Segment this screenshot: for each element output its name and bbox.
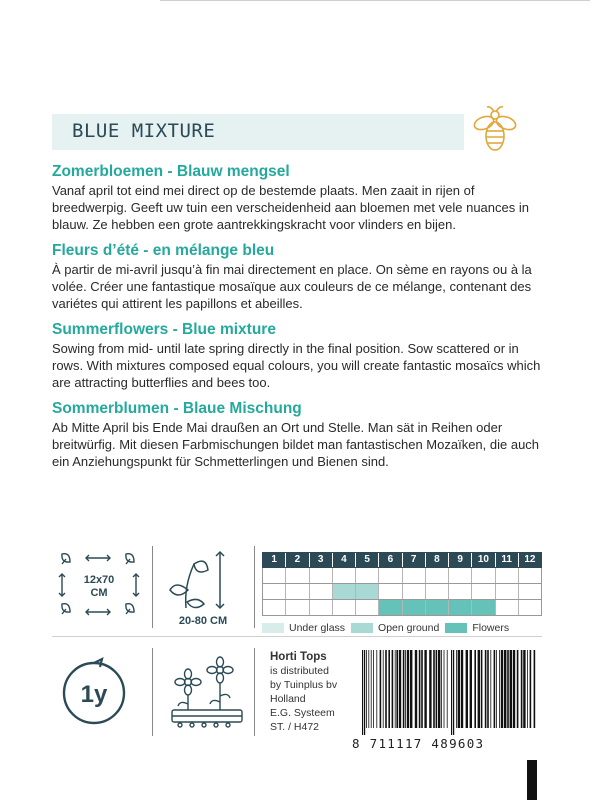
- legend-label: Under glass: [289, 622, 346, 634]
- barcode-bar: [458, 650, 460, 728]
- barcode-bar: [504, 650, 506, 728]
- barcode: [358, 650, 540, 735]
- barcode-bar: [494, 650, 496, 728]
- barcode-bar: [429, 650, 431, 728]
- bee-icon: [472, 104, 518, 156]
- barcode-bar: [424, 650, 426, 728]
- calendar-cell: [519, 568, 541, 583]
- calendar-month: 2: [286, 553, 309, 567]
- barcode-bar: [376, 650, 377, 728]
- calendar-cell: [472, 584, 495, 599]
- barcode-bar: [380, 650, 382, 728]
- barcode-bar: [444, 650, 445, 728]
- calendar-cell: [519, 584, 541, 599]
- calendar-row: [262, 568, 542, 584]
- calendar-cell: [519, 600, 541, 615]
- banner-title: BLUE MIXTURE: [72, 120, 216, 142]
- divider: [254, 648, 255, 736]
- barcode-bar: [451, 650, 452, 735]
- calendar-cell: [472, 600, 495, 615]
- section-english: [52, 320, 544, 391]
- barcode-bar: [534, 650, 536, 728]
- spacing-label-top: 12x70: [83, 574, 115, 586]
- barcode-bar: [366, 650, 367, 728]
- barcode-bar: [373, 650, 374, 728]
- flowers-in-tray-icon: [166, 654, 248, 734]
- edge-mark: [527, 760, 537, 800]
- calendar-months: [262, 552, 542, 568]
- barcode-bar: [407, 650, 409, 728]
- barcode-bar: [385, 650, 387, 728]
- calendar-month: 3: [310, 553, 333, 567]
- section-dutch: [52, 162, 544, 233]
- calendar-cell: [403, 568, 426, 583]
- divider: [152, 546, 153, 628]
- barcode-bar: [383, 650, 384, 728]
- legend-label: Flowers: [472, 622, 510, 634]
- company-line: by Tuinplus bv: [270, 679, 338, 691]
- calendar-cell: [379, 600, 402, 615]
- calendar-cell: [263, 600, 286, 615]
- barcode-bar: [501, 650, 503, 728]
- divider: [254, 546, 255, 628]
- barcode-bar: [368, 650, 369, 728]
- company-line: is distributed: [270, 665, 329, 677]
- barcode-bar: [466, 650, 468, 728]
- calendar-cell: [286, 584, 309, 599]
- calendar-cell: [472, 568, 495, 583]
- barcode-bar: [523, 650, 525, 728]
- company-name: Horti Tops: [270, 651, 327, 663]
- calendar-cell: [310, 584, 333, 599]
- calendar-month: 10: [472, 553, 495, 567]
- barcode-bar: [481, 650, 483, 728]
- barcode-bar: [496, 650, 497, 728]
- divider: [152, 648, 153, 736]
- legend-swatch: [445, 623, 467, 633]
- sowing-calendar: [262, 552, 542, 634]
- section-heading: Summerflowers - Blue mixture: [52, 321, 276, 338]
- calendar-cell: [263, 584, 286, 599]
- calendar-month: 1: [263, 553, 286, 567]
- calendar-cell: [449, 584, 472, 599]
- calendar-cell: [426, 568, 449, 583]
- calendar-cell: [403, 584, 426, 599]
- calendar-month: 4: [333, 553, 356, 567]
- barcode-bar: [453, 650, 454, 735]
- calendar-cell: [286, 600, 309, 615]
- legend-item: [445, 622, 509, 634]
- plant-spacing-icon: [52, 546, 148, 628]
- section-divider: [52, 636, 542, 637]
- calendar-cell: [379, 584, 402, 599]
- barcode-bar: [399, 650, 401, 728]
- section-body: À partir de mi-avril jusqu’à fin mai directement en place. On sème en rayons ou à la volée. Créer une fantastique mosaïque aux couleurs de ce mélange, contenant des variétes qui attirent les papillons et abeilles.: [52, 262, 532, 311]
- calendar-cell: [403, 600, 426, 615]
- calendar-cell: [263, 568, 286, 583]
- barcode-bar: [461, 650, 463, 728]
- section-body: Vanaf april tot eind mei direct op de bestemde plaats. Men zaait in rijen of breedwerpig. Geeft uw tuin een verscheidenheid aan bloemen met vele nuances in blauw. Ze hebben een grote aantrekkingskracht voor vlinders en bijen.: [52, 183, 529, 232]
- plant-height-icon: [160, 546, 246, 628]
- calendar-row: [262, 584, 542, 600]
- height-label: 20-80 CM: [178, 615, 228, 627]
- company-line: Holland: [270, 693, 306, 705]
- calendar-cell: [449, 568, 472, 583]
- section-heading: Sommerblumen - Blaue Mischung: [52, 400, 302, 417]
- barcode-bar: [487, 650, 489, 728]
- calendar-cell: [449, 600, 472, 615]
- calendar-month: 9: [449, 553, 472, 567]
- legend-label: Open ground: [378, 622, 440, 634]
- company-line: E.G. Systeem: [270, 707, 335, 719]
- section-body: Ab Mitte April bis Ende Mai draußen an Ort und Stelle. Man sät in Reihen oder breitwürfig. Mit diesen Farbmischungen bildet man fantastischen Mozaïken, die auch ein Anziehungspunkt für Schmetterlingen und Bienen sind.: [52, 420, 540, 469]
- barcode-bar: [490, 650, 491, 728]
- calendar-month: 7: [403, 553, 426, 567]
- barcode-bar: [447, 650, 448, 728]
- calendar-cell: [426, 584, 449, 599]
- barcode-bar: [470, 650, 472, 728]
- barcode-bar: [456, 650, 457, 728]
- barcode-bar: [507, 650, 509, 728]
- calendar-month: 12: [519, 553, 541, 567]
- barcode-bar: [388, 650, 390, 728]
- calendar-cell: [496, 568, 519, 583]
- barcode-bar: [499, 650, 500, 728]
- barcode-bar: [436, 650, 438, 728]
- calendar-cell: [496, 584, 519, 599]
- company-line: ST. / H472: [270, 721, 320, 733]
- barcode-bar: [395, 650, 396, 728]
- calendar-month: 8: [426, 553, 449, 567]
- barcode-bar: [405, 650, 406, 728]
- barcode-bar: [396, 650, 398, 728]
- calendar-cell: [333, 600, 356, 615]
- barcode-bar: [419, 650, 421, 728]
- cycle-label: 1y: [80, 681, 108, 708]
- barcode-bar: [521, 650, 523, 728]
- top-divider: [160, 0, 590, 1]
- legend-item: [351, 622, 439, 634]
- calendar-month: 6: [379, 553, 402, 567]
- description-content: [52, 162, 544, 470]
- calendar-cell: [333, 568, 356, 583]
- calendar-cell: [356, 568, 379, 583]
- company-info: [270, 650, 337, 734]
- barcode-bar: [485, 650, 487, 728]
- calendar-row: [262, 600, 542, 616]
- calendar-cell: [426, 600, 449, 615]
- barcode-bar: [438, 650, 440, 728]
- barcode-bar: [410, 650, 412, 728]
- calendar-cell: [356, 600, 379, 615]
- barcode-bar: [510, 650, 512, 728]
- legend-item: [262, 622, 345, 634]
- section-body: Sowing from mid- until late spring directly in the final position. Sow scattered or in rows. With mixtures composed equal colours, you will create fantastic mosaïcs which are attracting butterflies and bees too.: [52, 341, 541, 390]
- barcode-bar: [441, 650, 442, 728]
- legend-swatch: [262, 623, 284, 633]
- calendar-cell: [286, 568, 309, 583]
- barcode-bar: [517, 650, 519, 728]
- section-german: [52, 399, 544, 470]
- title-banner: [52, 114, 464, 150]
- calendar-month: 11: [496, 553, 519, 567]
- barcode-bar: [364, 650, 365, 735]
- barcode-bar: [415, 650, 417, 728]
- barcode-number: 8 711117 489603: [352, 736, 485, 751]
- calendar-legend: [262, 622, 542, 634]
- section-heading: Fleurs d’été - en mélange bleu: [52, 242, 275, 259]
- section-heading: Zomerbloemen - Blauw mengsel: [52, 163, 290, 180]
- legend-swatch: [351, 623, 373, 633]
- calendar-cell: [356, 584, 379, 599]
- barcode-bar: [392, 650, 394, 728]
- barcode-bar: [433, 650, 435, 728]
- spacing-label-bottom: CM: [90, 587, 108, 599]
- calendar-cell: [310, 568, 333, 583]
- barcode-bar: [362, 650, 363, 735]
- calendar-month: 5: [356, 553, 379, 567]
- barcode-bar: [421, 650, 423, 728]
- barcode-bar: [403, 650, 405, 728]
- calendar-cell: [310, 600, 333, 615]
- barcode-bar: [527, 650, 528, 728]
- calendar-cell: [379, 568, 402, 583]
- barcode-bar: [371, 650, 372, 728]
- barcode-bar: [474, 650, 476, 728]
- annual-cycle-icon: [56, 655, 132, 731]
- barcode-bar: [530, 650, 532, 728]
- barcode-bar: [478, 650, 480, 728]
- calendar-cell: [496, 600, 519, 615]
- barcode-bar: [513, 650, 515, 728]
- section-french: [52, 241, 544, 312]
- calendar-cell: [333, 584, 356, 599]
